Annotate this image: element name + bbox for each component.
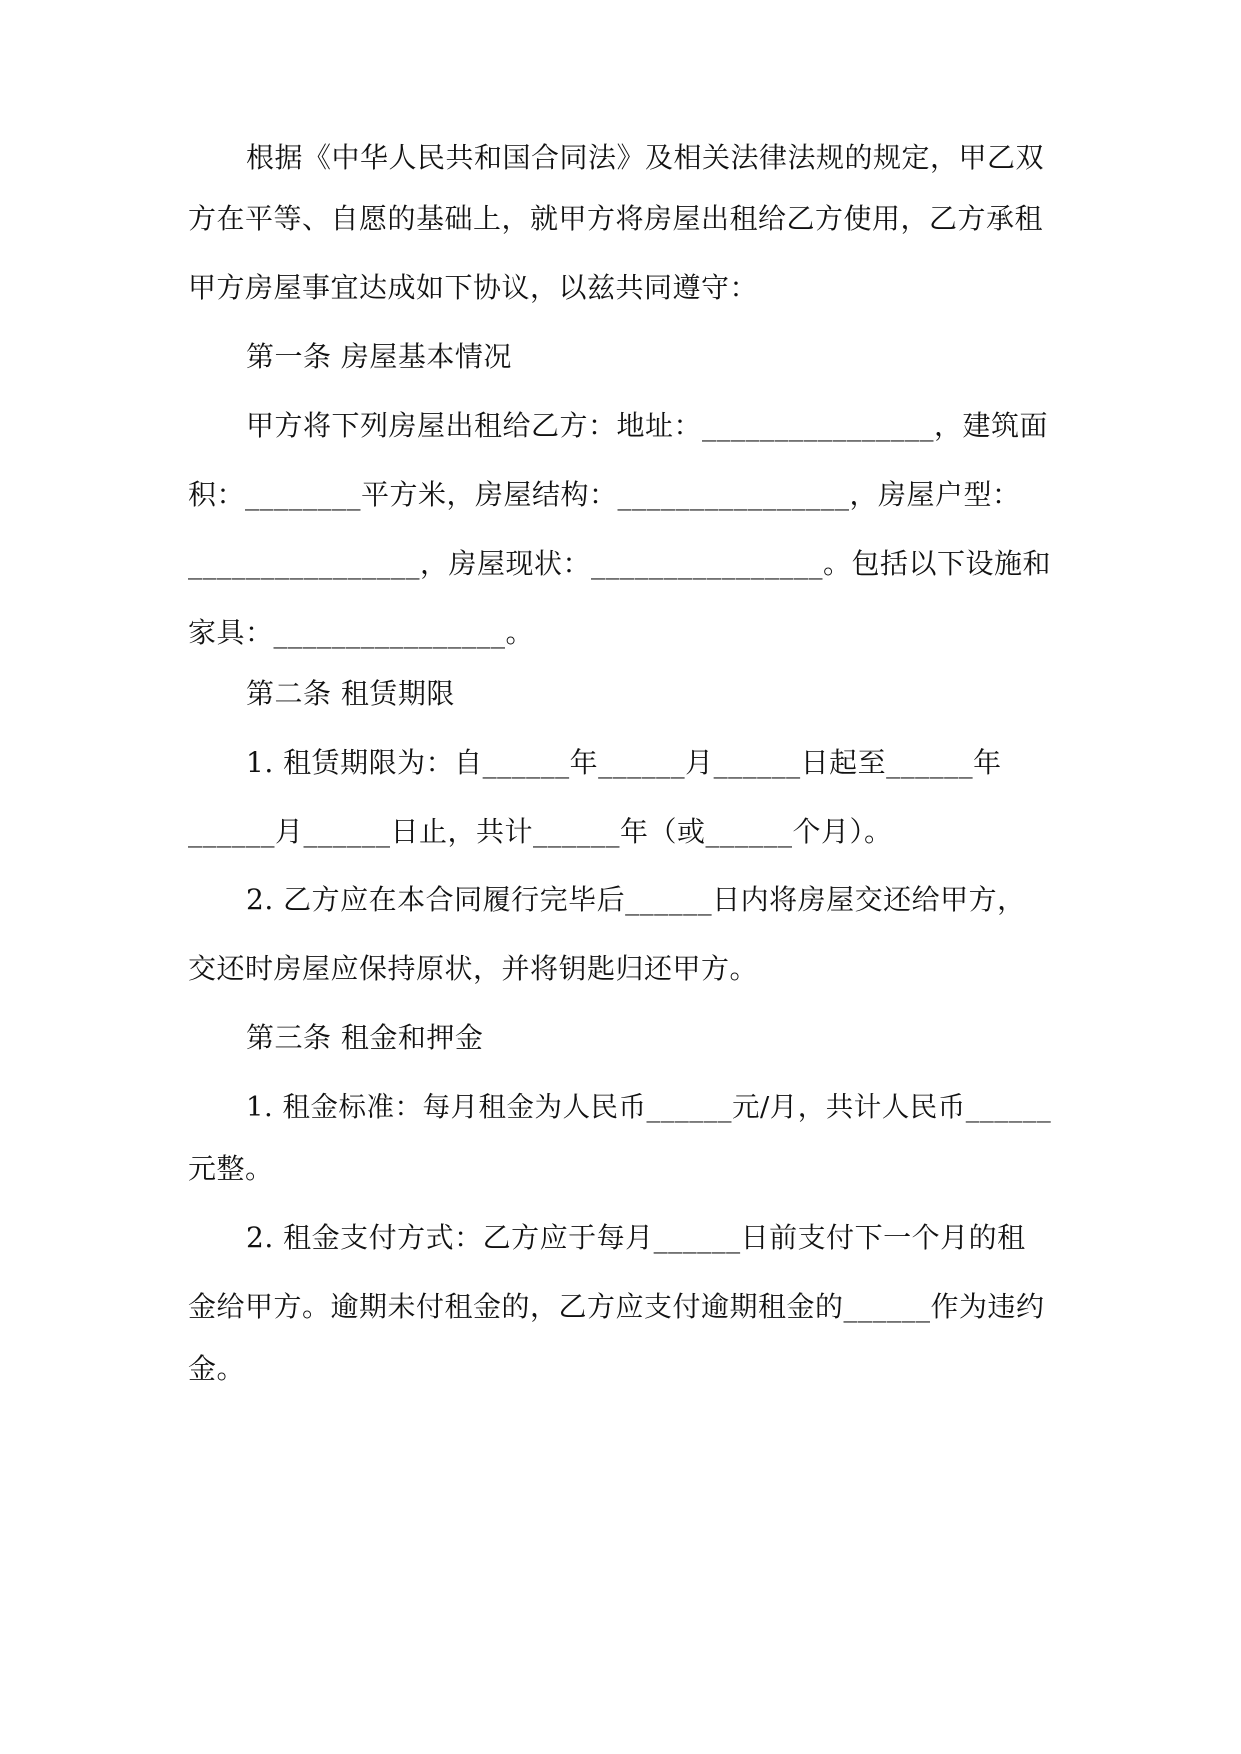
article-2-item-2-line-2: 交还时房屋应保持原状，并将钥匙归还甲方。 — [188, 952, 759, 985]
article-2-item-2-line-1: 2. 乙方应在本合同履行完毕后______日内将房屋交还给甲方， — [246, 883, 1026, 916]
article-2-item-1-line-1: 1. 租赁期限为：自______年______月______日起至______年 — [246, 746, 1002, 779]
article-1-line-4: 家具：________________。 — [188, 616, 535, 649]
article-2-item-1-line-2: ______月______日止，共计______年（或______个月）。 — [188, 815, 893, 848]
paragraph-intro-line-3: 甲方房屋事宜达成如下协议，以兹共同遵守： — [188, 271, 759, 304]
article-1-line-2: 积：________平方米，房屋结构：________________，房屋户型： — [188, 478, 1021, 511]
paragraph-intro-line-2: 方在平等、自愿的基础上，就甲方将房屋出租给乙方使用，乙方承租 — [188, 202, 1044, 235]
article-3-item-1-line-1: 1. 租金标准：每月租金为人民币______元/月，共计人民币______ — [246, 1091, 1052, 1123]
article-3-item-1-line-2: 元整。 — [188, 1152, 274, 1185]
article-1-heading: 第一条 房屋基本情况 — [246, 340, 512, 373]
article-1-line-3: ________________，房屋现状：________________。包括以下设施和 — [188, 547, 1052, 580]
paragraph-intro-line-1: 根据《中华人民共和国合同法》及相关法律法规的规定，甲乙双 — [246, 141, 1045, 174]
article-1-line-1: 甲方将下列房屋出租给乙方：地址：________________，建筑面 — [246, 409, 1049, 442]
article-2-heading: 第二条 租赁期限 — [246, 677, 455, 710]
article-3-heading: 第三条 租金和押金 — [246, 1021, 484, 1054]
article-3-item-2-line-3: 金。 — [188, 1352, 246, 1385]
article-3-item-2-line-2: 金给甲方。逾期未付租金的，乙方应支付逾期租金的______作为违约 — [188, 1290, 1045, 1323]
article-3-item-2-line-1: 2. 租金支付方式：乙方应于每月______日前支付下一个月的租 — [246, 1221, 1026, 1254]
